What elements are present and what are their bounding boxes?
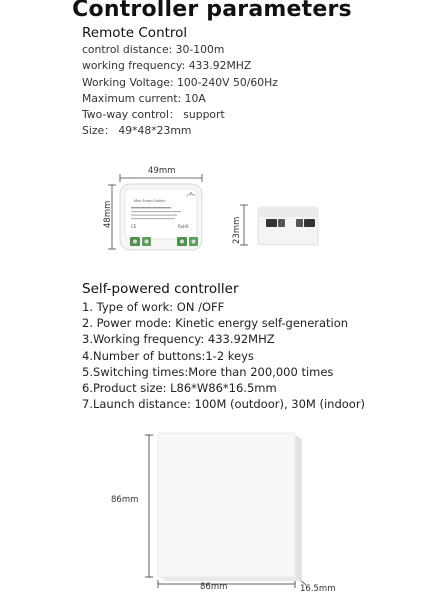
wall-switch-panel: [158, 433, 302, 581]
panel-height-label: 86mm: [111, 495, 139, 505]
spec-working-frequency-2: 3.Working frequency: 433.92MHZ: [82, 332, 275, 347]
spec-launch-distance: 7.Launch distance: 100M (outdoor), 30M (indoor): [82, 397, 366, 412]
spec-number-of-buttons: 4.Number of buttons:1-2 keys: [82, 348, 254, 363]
spec-maximum-current: Maximum current: 10A: [82, 91, 206, 105]
spec-product-size: 6.Product size: L86*W86*16.5mm: [82, 381, 277, 396]
module-height-label: 48mm: [103, 200, 113, 228]
rohs-mark: RoHS: [178, 224, 189, 229]
panel-depth-label: 16.5mm: [300, 584, 336, 594]
panel-width-label: 86mm: [200, 582, 228, 592]
wall-panel-diagram: [140, 425, 340, 600]
spec-working-frequency: working frequency: 433.92MHZ: [82, 59, 252, 73]
spec-two-way-control: Two-way control： support: [82, 108, 225, 122]
spec-working-voltage: Working Voltage: 100-240V 50/60Hz: [82, 75, 278, 89]
page-title: Controller parameters: [72, 0, 352, 22]
ce-mark: CE: [131, 224, 137, 229]
panel-height-dimension-line: [145, 435, 153, 577]
remote-control-heading: Remote Control: [82, 25, 188, 41]
spec-power-mode: 2. Power mode: Kinetic energy self-generation: [82, 316, 349, 331]
spec-control-distance: control distance: 30-100m: [82, 43, 225, 56]
self-powered-heading: Self-powered controller: [82, 281, 239, 297]
spec-size: Size： 49*48*23mm: [82, 124, 192, 138]
remote-spec-list: [82, 42, 278, 140]
smart-switch-side: [258, 207, 318, 245]
module-front-diagram: [95, 165, 230, 255]
spec-switching-times: 5.Switching times:More than 200,000 times: [82, 364, 334, 379]
self-powered-spec-list: [82, 299, 365, 412]
module-label-title: Mini Smart Switch: [134, 199, 166, 203]
module-width-label: 49mm: [148, 166, 176, 176]
module-depth-label: 23mm: [232, 216, 242, 244]
spec-type-of-work: 1. Type of work: ON /OFF: [82, 300, 225, 314]
module-side-diagram: [232, 195, 332, 255]
smart-switch-module: [120, 184, 202, 250]
